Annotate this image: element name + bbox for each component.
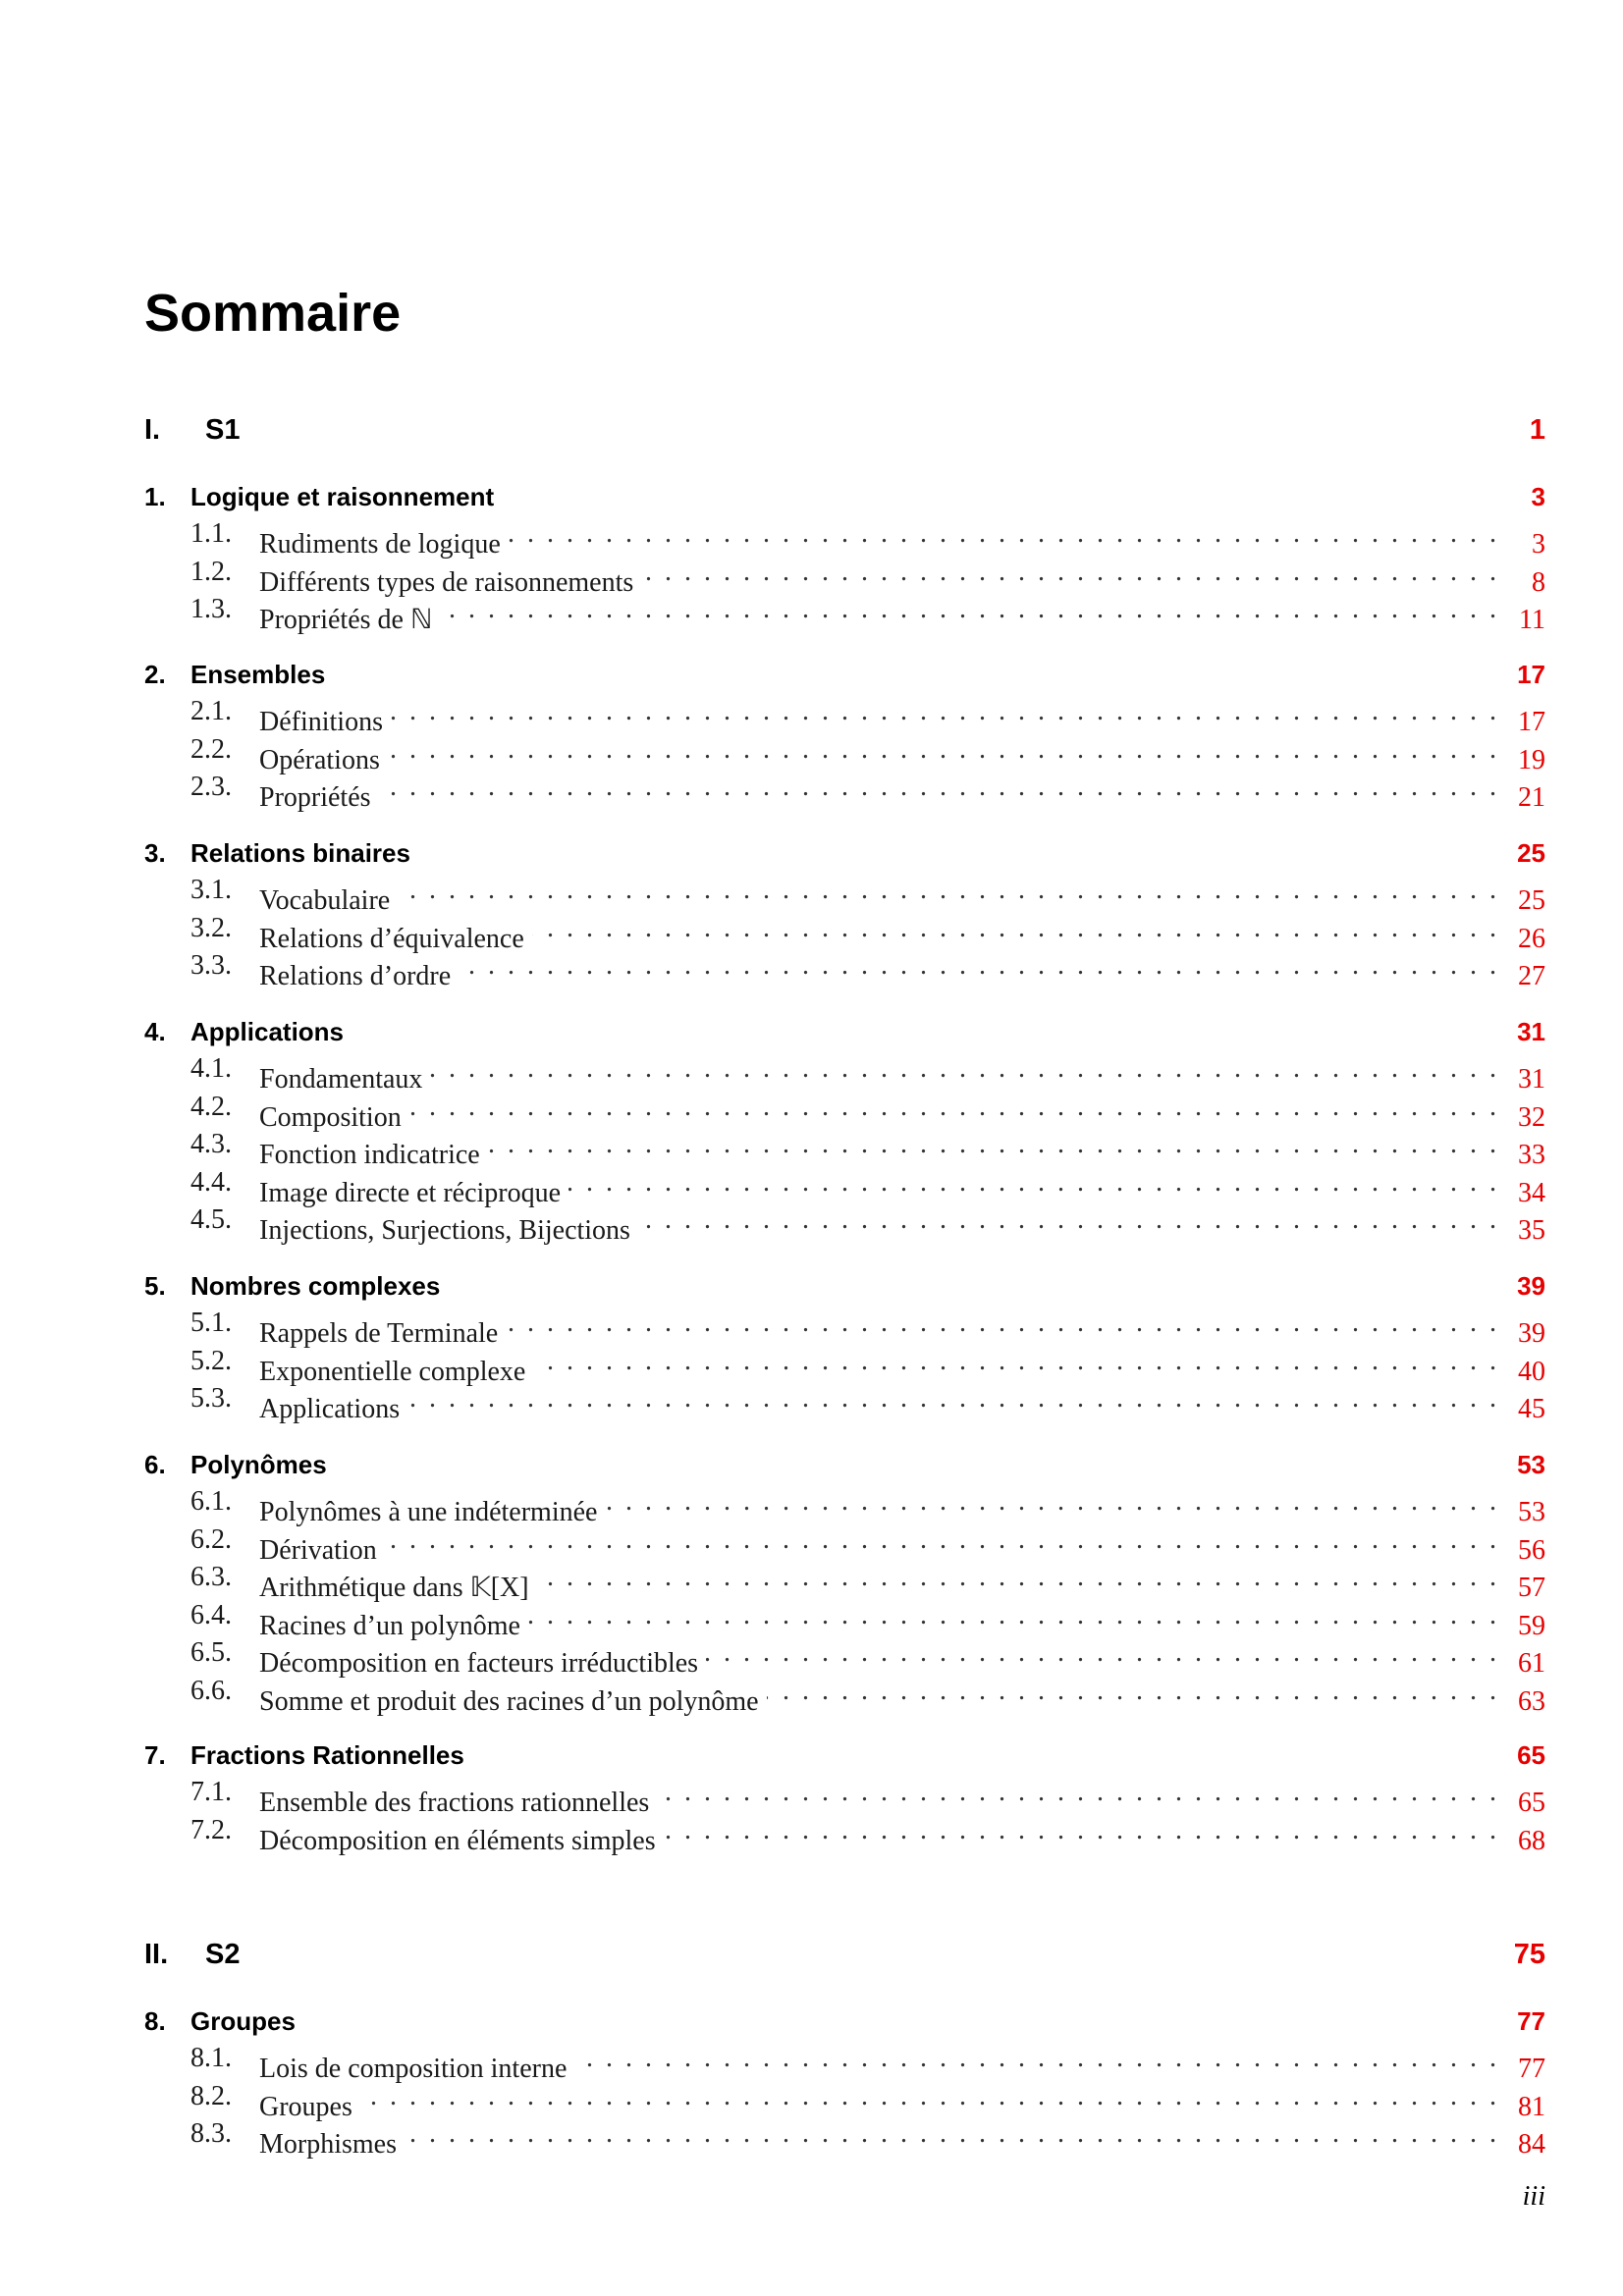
section-number: 7.2. — [190, 1814, 232, 1845]
section-number: 4.2. — [190, 1091, 232, 1122]
section-page-link[interactable]: 84 — [1518, 2129, 1545, 2160]
section-number: 4.5. — [190, 1204, 232, 1235]
section-page-link[interactable]: 61 — [1518, 1648, 1545, 1679]
chapter-title: Relations binaires — [190, 838, 410, 868]
leader-dots — [379, 769, 1506, 806]
section-title: Définitions — [259, 707, 383, 737]
section-entry[interactable] — [144, 1050, 1545, 1095]
leader-dots — [533, 1343, 1506, 1380]
part-page-link[interactable]: 1 — [1529, 414, 1545, 446]
leader-dots — [574, 2040, 1506, 2077]
part-entry[interactable] — [144, 410, 1545, 450]
section-entry[interactable] — [144, 1522, 1545, 1566]
section-page-link[interactable]: 45 — [1518, 1394, 1545, 1424]
section-number: 4.3. — [190, 1129, 232, 1159]
chapter-number: 3. — [144, 838, 166, 868]
section-title: Propriétés de ℕ — [259, 605, 433, 635]
leader-dots — [360, 2078, 1506, 2115]
leader-dots — [385, 1522, 1506, 1559]
chapter-page-link[interactable]: 3 — [1531, 482, 1545, 511]
section-number: 2.2. — [190, 733, 232, 765]
chapter-page-link[interactable]: 53 — [1517, 1450, 1545, 1479]
section-entry[interactable] — [144, 1559, 1545, 1603]
leader-dots — [506, 1305, 1506, 1342]
chapter-heading[interactable] — [144, 1267, 1545, 1305]
section-number: 6.1. — [190, 1486, 232, 1517]
section-page-link[interactable]: 27 — [1518, 961, 1545, 991]
section-number: 2.3. — [190, 772, 232, 802]
chapter-number: 6. — [144, 1450, 166, 1479]
section-number: 6.5. — [190, 1637, 232, 1668]
page-folio: iii — [1522, 2181, 1545, 2212]
part-number: I. — [144, 414, 161, 446]
chapter-page-link[interactable]: 25 — [1517, 838, 1545, 868]
section-number: 6.2. — [190, 1523, 232, 1555]
section-page-link[interactable]: 19 — [1518, 744, 1545, 775]
leader-dots — [405, 2115, 1506, 2153]
leader-dots — [488, 1126, 1506, 1163]
chapter-number: 7. — [144, 1740, 166, 1770]
section-title: Opérations — [259, 744, 380, 775]
leader-dots — [767, 1673, 1506, 1710]
section-entry[interactable] — [144, 554, 1545, 598]
section-entry[interactable] — [144, 731, 1545, 775]
section-page-link[interactable]: 39 — [1518, 1318, 1545, 1349]
section-entry[interactable] — [144, 1774, 1545, 1818]
section-number: 5.2. — [190, 1345, 232, 1376]
section-title: Propriétés — [259, 782, 371, 813]
leader-dots — [509, 515, 1506, 553]
leader-dots — [568, 1164, 1506, 1201]
section-entry[interactable] — [144, 1380, 1545, 1424]
section-title: Rudiments de logique — [259, 529, 501, 560]
chapter-title: Ensembles — [190, 660, 326, 689]
section-title: Dérivation — [259, 1534, 377, 1566]
section-page-link[interactable]: 21 — [1518, 782, 1545, 813]
section-title: Injections, Surjections, Bijections — [259, 1215, 630, 1246]
section-page-link[interactable]: 8 — [1532, 566, 1545, 598]
leader-dots — [605, 1483, 1506, 1521]
section-entry[interactable] — [144, 1483, 1545, 1527]
chapter-page-link[interactable]: 65 — [1517, 1740, 1545, 1770]
section-page-link[interactable]: 34 — [1518, 1177, 1545, 1208]
chapter-title: Fractions Rationnelles — [190, 1740, 464, 1770]
section-entry[interactable] — [144, 1126, 1545, 1170]
section-entry[interactable] — [144, 872, 1545, 916]
section-title: Composition — [259, 1101, 402, 1133]
section-page-link[interactable]: 77 — [1518, 2054, 1545, 2084]
section-title: Morphismes — [259, 2129, 397, 2160]
section-number: 8.2. — [190, 2080, 232, 2111]
section-page-link[interactable]: 56 — [1518, 1534, 1545, 1566]
section-title: Ensemble des fractions rationnelles — [259, 1788, 650, 1818]
section-title: Différents types de raisonnements — [259, 566, 634, 598]
leader-dots — [664, 1812, 1506, 1849]
section-title: Lois de composition interne — [259, 2054, 568, 2084]
section-number: 3.2. — [190, 912, 232, 943]
section-entry[interactable] — [144, 1164, 1545, 1208]
section-entry[interactable] — [144, 2078, 1545, 2122]
section-number: 4.1. — [190, 1053, 232, 1084]
chapter-heading[interactable] — [144, 1013, 1545, 1050]
chapter-page-link[interactable]: 31 — [1517, 1017, 1545, 1046]
section-entry[interactable] — [144, 1673, 1545, 1717]
chapter-title: Logique et raisonnement — [190, 482, 495, 511]
section-title: Somme et produit des racines d’un polynôme — [259, 1685, 759, 1717]
section-entry[interactable] — [144, 1812, 1545, 1856]
section-number: 8.1. — [190, 2043, 232, 2073]
section-title: Relations d’ordre — [259, 961, 452, 991]
section-number: 5.1. — [190, 1308, 232, 1338]
section-entry[interactable] — [144, 2040, 1545, 2084]
section-page-link[interactable]: 81 — [1518, 2091, 1545, 2122]
leader-dots — [657, 1774, 1506, 1811]
leader-dots — [459, 947, 1506, 985]
leader-dots — [641, 554, 1506, 591]
page-title: Sommaire — [144, 284, 402, 343]
leader-dots — [398, 872, 1506, 909]
leader-dots — [440, 591, 1506, 628]
chapter-number: 8. — [144, 2006, 166, 2036]
chapter-entry — [144, 1013, 1545, 1246]
section-number: 7.1. — [190, 1777, 232, 1807]
section-entry[interactable] — [144, 1343, 1545, 1387]
section-page-link[interactable]: 68 — [1518, 1825, 1545, 1856]
section-entry[interactable] — [144, 515, 1545, 560]
section-number: 4.4. — [190, 1166, 232, 1198]
section-title: Image directe et réciproque — [259, 1177, 562, 1208]
section-number: 1.1. — [190, 518, 232, 549]
section-page-link[interactable]: 17 — [1518, 707, 1545, 737]
section-entry[interactable] — [144, 591, 1545, 635]
chapter-title: Nombres complexes — [190, 1271, 441, 1301]
section-number: 1.3. — [190, 594, 232, 624]
section-entry[interactable] — [144, 1305, 1545, 1349]
section-page-link[interactable]: 3 — [1532, 529, 1545, 560]
leader-dots — [409, 1089, 1506, 1126]
chapter-entry — [144, 656, 1545, 813]
section-page-link[interactable]: 31 — [1518, 1064, 1545, 1095]
section-page-link[interactable]: 11 — [1519, 605, 1545, 635]
chapter-heading[interactable] — [144, 656, 1545, 693]
section-title: Fondamentaux — [259, 1064, 423, 1095]
section-entry[interactable] — [144, 693, 1545, 737]
section-number: 3.1. — [190, 875, 232, 905]
leader-dots — [532, 910, 1506, 947]
section-number: 8.3. — [190, 2118, 232, 2149]
chapter-heading[interactable] — [144, 834, 1545, 872]
chapter-title: Groupes — [190, 2006, 296, 2036]
chapter-entry — [144, 478, 1545, 635]
section-title: Vocabulaire — [259, 885, 391, 916]
section-number: 6.4. — [190, 1599, 232, 1630]
part-page-link[interactable]: 75 — [1513, 1939, 1545, 1970]
section-entry[interactable] — [144, 1634, 1545, 1679]
leader-dots — [407, 1380, 1506, 1417]
part-title: S2 — [205, 1939, 241, 1970]
chapter-entry — [144, 834, 1545, 991]
section-number: 6.3. — [190, 1562, 232, 1592]
part-title: S1 — [205, 414, 241, 446]
section-number: 1.2. — [190, 556, 232, 587]
leader-dots — [706, 1634, 1506, 1672]
leader-dots — [430, 1050, 1506, 1088]
chapter-heading[interactable] — [144, 478, 1545, 515]
section-entry[interactable] — [144, 947, 1545, 991]
leader-dots — [537, 1559, 1506, 1596]
section-title: Groupes — [259, 2091, 352, 2122]
chapter-heading[interactable] — [144, 1446, 1545, 1483]
chapter-entry — [144, 1446, 1545, 1717]
section-title: Racines d’un polynôme — [259, 1610, 520, 1641]
section-page-link[interactable]: 63 — [1518, 1685, 1545, 1717]
section-title: Applications — [259, 1394, 401, 1424]
section-number: 5.3. — [190, 1383, 232, 1414]
leader-dots — [528, 1597, 1506, 1634]
section-entry[interactable] — [144, 1597, 1545, 1641]
chapter-number: 4. — [144, 1017, 166, 1046]
chapter-page-link[interactable]: 17 — [1517, 660, 1545, 689]
section-page-link[interactable]: 53 — [1518, 1497, 1545, 1527]
section-page-link[interactable]: 32 — [1518, 1101, 1545, 1133]
section-title: Rappels de Terminale — [259, 1318, 499, 1349]
section-entry[interactable] — [144, 2115, 1545, 2160]
chapter-number: 1. — [144, 482, 166, 511]
section-page-link[interactable]: 65 — [1518, 1788, 1545, 1818]
chapter-title: Applications — [190, 1017, 345, 1046]
section-entry[interactable] — [144, 1201, 1545, 1246]
section-page-link[interactable]: 25 — [1518, 885, 1545, 916]
chapter-heading[interactable] — [144, 2002, 1545, 2040]
chapter-entry — [144, 1267, 1545, 1424]
chapter-page-link[interactable]: 39 — [1517, 1271, 1545, 1301]
section-page-link[interactable]: 35 — [1518, 1215, 1545, 1246]
section-entry[interactable] — [144, 1089, 1545, 1133]
section-page-link[interactable]: 40 — [1518, 1356, 1545, 1387]
section-title: Décomposition en éléments simples — [259, 1825, 656, 1856]
section-page-link[interactable]: 26 — [1518, 923, 1545, 954]
chapter-page-link[interactable]: 77 — [1517, 2006, 1545, 2036]
section-title: Décomposition en facteurs irréductibles — [259, 1648, 699, 1679]
chapter-heading[interactable] — [144, 1736, 1545, 1774]
leader-dots — [638, 1201, 1506, 1239]
section-number: 6.6. — [190, 1675, 232, 1706]
section-title: Polynômes à une indéterminée — [259, 1497, 598, 1527]
section-entry[interactable] — [144, 910, 1545, 954]
section-title: Arithmétique dans 𝕂[X] — [259, 1573, 529, 1603]
chapter-title: Polynômes — [190, 1450, 327, 1479]
section-entry[interactable] — [144, 769, 1545, 813]
section-page-link[interactable]: 33 — [1518, 1140, 1545, 1170]
section-title: Fonction indicatrice — [259, 1140, 480, 1170]
leader-dots — [391, 693, 1506, 730]
section-page-link[interactable]: 59 — [1518, 1610, 1545, 1641]
chapter-entry — [144, 1736, 1545, 1856]
chapter-number: 2. — [144, 660, 166, 689]
chapter-number: 5. — [144, 1271, 166, 1301]
section-title: Exponentielle complexe — [259, 1356, 526, 1387]
section-title: Relations d’équivalence — [259, 923, 524, 954]
section-page-link[interactable]: 57 — [1518, 1573, 1545, 1603]
part-entry[interactable] — [144, 1935, 1545, 1974]
leader-dots — [388, 731, 1506, 769]
part-number: II. — [144, 1939, 169, 1970]
section-number: 3.3. — [190, 950, 232, 981]
chapter-entry — [144, 2002, 1545, 2160]
section-number: 2.1. — [190, 696, 232, 726]
